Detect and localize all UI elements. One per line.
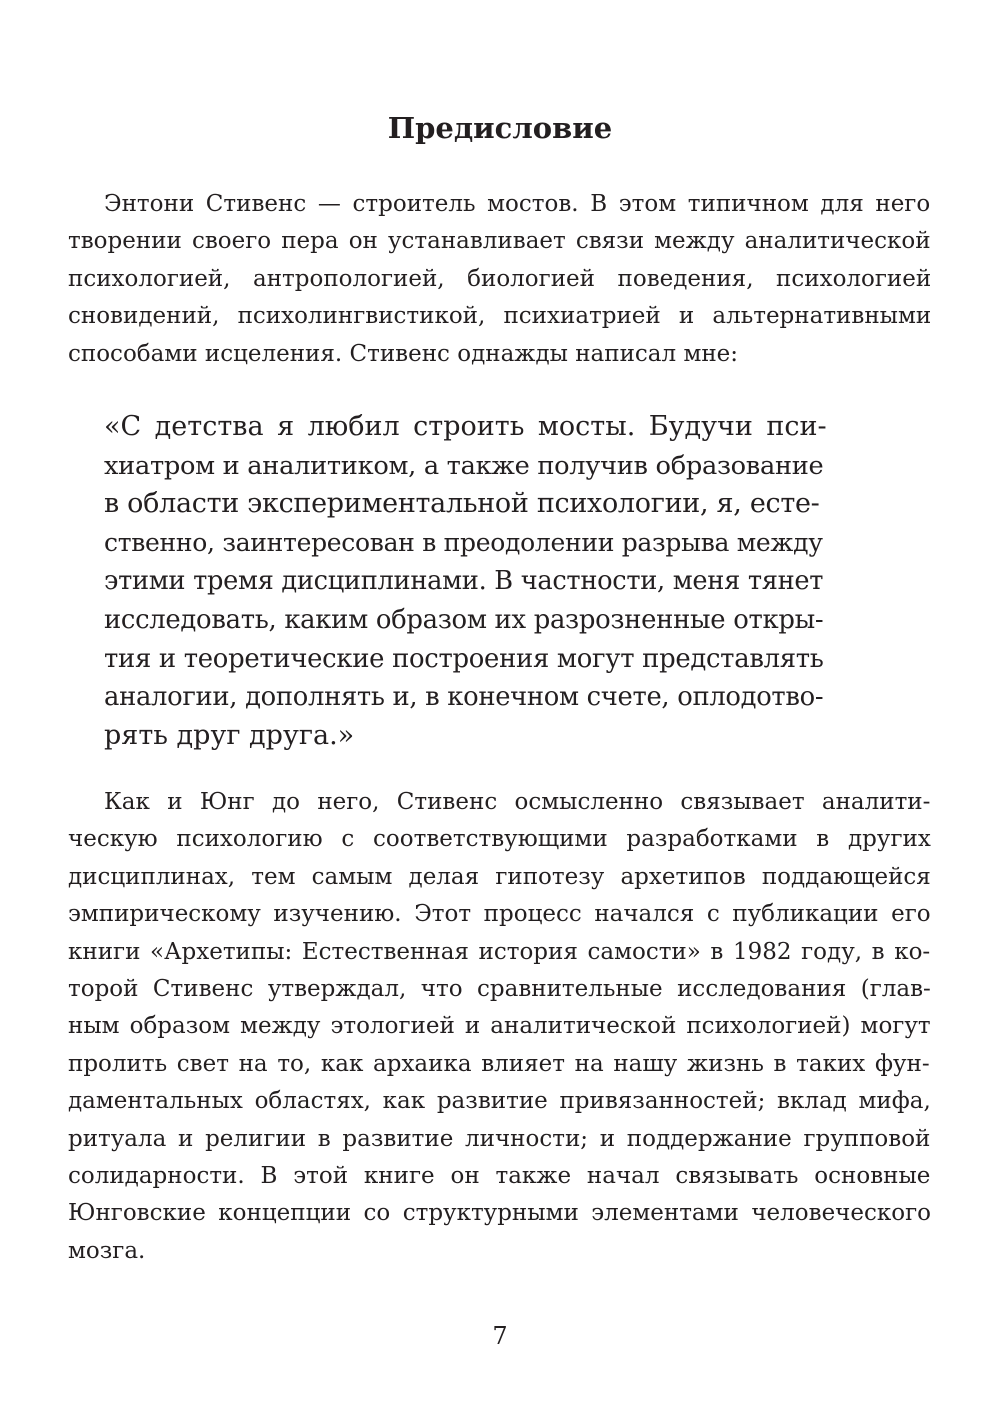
quote-line: тия и теоретические построения могут представлять — [104, 643, 824, 674]
text-line: книги «Архетипы: Естественная история самости» в 1982 году, в ко- — [68, 938, 931, 965]
text-line: эмпирическому изучению. Этот процесс начался с публикации его — [68, 901, 931, 928]
text-line: Как и Юнг до него, Стивенс осмысленно связывает аналити- — [104, 789, 931, 815]
intro-paragraph — [68, 186, 932, 373]
text-line: творении своего пера он устанавливает связи между аналитической — [68, 228, 931, 255]
quote-line: хиатром и аналитиком, а также получив образование — [104, 450, 824, 481]
text-line: ным образом между этологией и аналитической психологией) могут — [68, 1013, 931, 1040]
quote-line: ственно, заинтересован в преодолении разрыва между — [104, 527, 823, 557]
text-line: сновидений, психолингвистикой, психиатрией и альтернативными — [68, 303, 932, 330]
text-line: мозга. — [68, 1237, 146, 1264]
quote-line: «С детства я любил строить мосты. Будучи пси- — [104, 411, 827, 442]
text-line: пролить свет на то, как архаика влияет на нашу жизнь в таких фун- — [68, 1050, 930, 1077]
text-line: ритуала и религии в развитие личности; и поддержание групповой — [68, 1125, 931, 1152]
quote-line: исследовать, каким образом их разрозненные откры- — [104, 604, 824, 635]
quote-line: аналогии, дополнять и, в конечном счете, оплодотво- — [104, 682, 824, 713]
text-line: солидарности. В этой книге он также начал связывать основные — [68, 1162, 931, 1189]
text-line: дисциплинах, тем самым делая гипотезу архетипов поддающейся — [68, 863, 931, 890]
text-line: торой Стивенс утверждал, что сравнительные исследования (глав- — [68, 975, 931, 1002]
block-quote — [104, 408, 828, 755]
text-line: Юнговские концепции со структурными элементами человеческого — [68, 1200, 931, 1227]
page-number: 7 — [492, 1322, 508, 1350]
body-paragraph — [68, 784, 932, 1270]
text-line: даментальных областях, как развитие привязанностей; вклад мифа, — [68, 1088, 931, 1115]
quote-line: в области экспериментальной психологии, я, есте- — [104, 488, 820, 520]
text-line: психологией, антропологией, биологией поведения, психологией — [68, 265, 932, 292]
text-line: Энтони Стивенс — строитель мостов. В этом типичном для него — [104, 191, 931, 217]
text-line: способами исцеления. Стивенс однажды написал мне: — [68, 340, 739, 367]
chapter-title: Предисловие — [387, 111, 613, 145]
text-line: ческую психологию с соответствующими разработками в других — [68, 826, 931, 853]
quote-line: рять друг друга.» — [104, 719, 355, 751]
quote-line: этими тремя дисциплинами. В частности, меня тянет — [104, 566, 824, 597]
